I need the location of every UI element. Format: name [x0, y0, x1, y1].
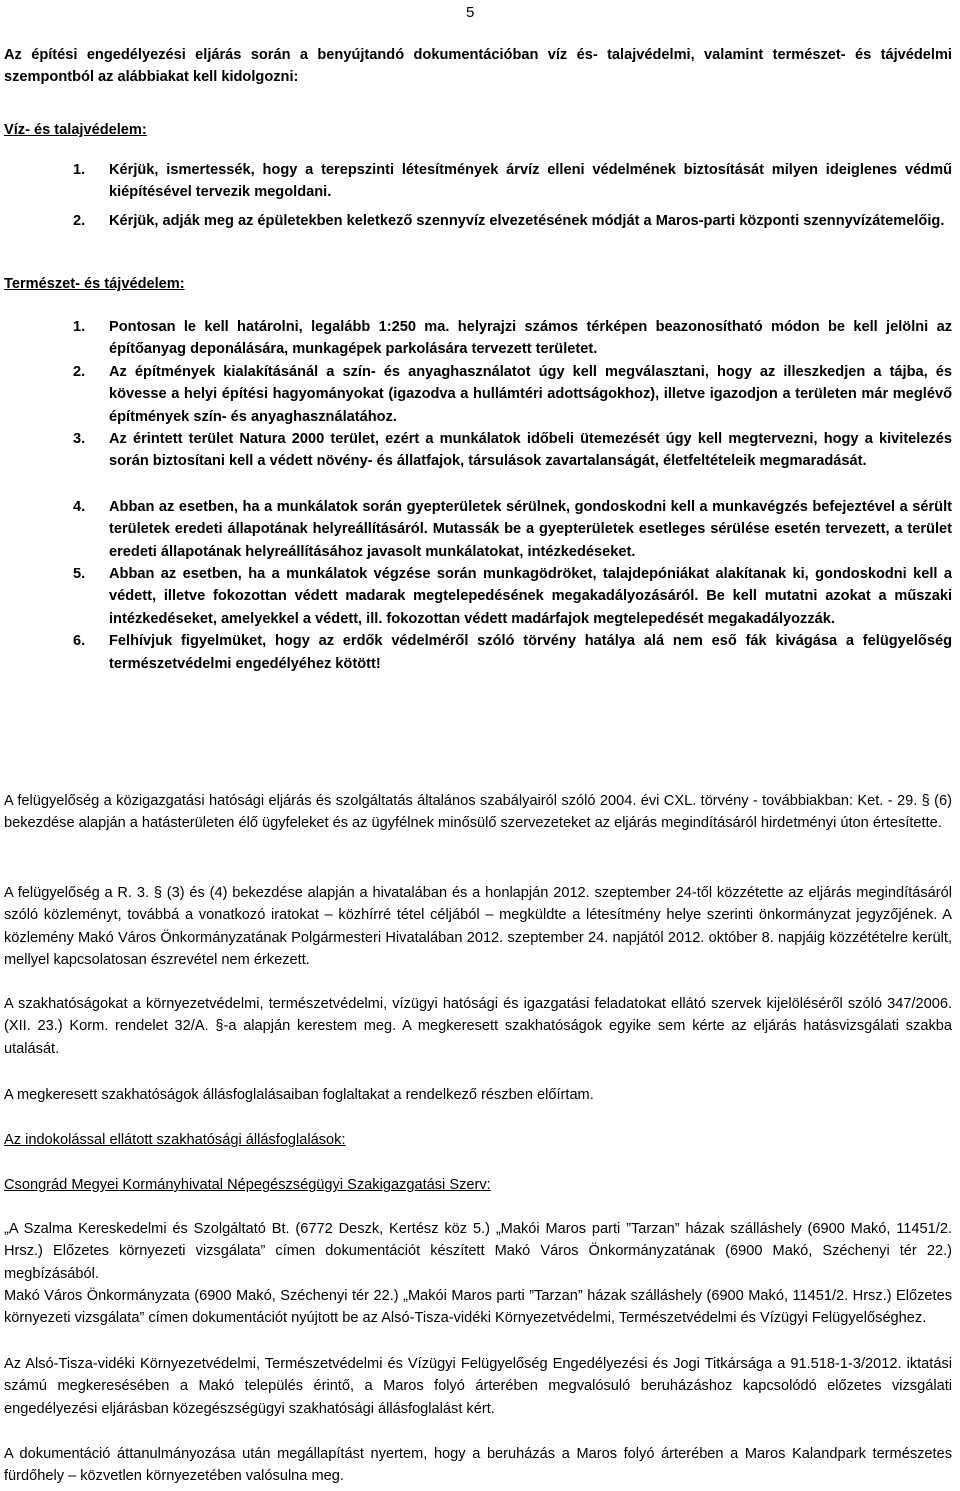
paragraph: Makó Város Önkormányzata (6900 Makó, Széchenyi tér 22.) „Makói Maros parti ”Tarzan” házak szálláshely (6900 Makó, 11451/2. Hrsz.) Előzetes környezeti vizsgálata” címen dokumentációt nyújtott be az Alsó-Tisza-vidéki Környezetvédelmi, Természetvédelmi és Vízügyi Felügyelőséghez.	[4, 1288, 952, 1327]
water-heading: Víz- és talajvédelem:	[4, 122, 147, 138]
water-list	[4, 159, 952, 232]
list-item: 3. Az érintett terület Natura 2000 terület, ezért a munkálatok időbeli ütemezését úgy kell megtervezni, hogy a kivitelezés során biztosítani kell a védett növény- és állatfajok, társulások zavartalanságát, életfeltételeik megmaradását.	[73, 431, 952, 470]
intro-paragraph: Az építési engedélyezési eljárás során a benyújtandó dokumentációban víz és- talajvédelmi, valamint természet- és tájvédelmi szempontból az alábbiakat kell kidolgozni:	[4, 47, 952, 86]
list-item: 2. Az építmények kialakításánál a szín- és anyaghasználatot úgy kell megválasztani, hogy az illeszkedjen a tájba, és kövesse a helyi építési hagyományokat (igazodva a hullámtéri adottságokhoz), illetve igazodjon a területen már meglévő építmények szín- és anyaghasználatához.	[73, 363, 952, 425]
list-item: 1. Pontosan le kell határolni, legalább 1:250 ma. helyrajzi számos térképen beazonosítható módon be kell jelölni az építőanyag deponálására, munkagépek parkolására tervezett területet.	[73, 319, 952, 358]
nature-list	[4, 316, 952, 675]
list-item: 1. Kérjük, ismertessék, hogy a terepszinti létesítmények árvíz elleni védelmének biztosítását milyen ideiglenes védmű kiépítésével tervezik megoldani.	[73, 162, 952, 201]
list-item: 2. Kérjük, adják meg az épületekben keletkező szennyvíz elvezetésének módját a Maros-parti központi szennyvízátemelőig.	[73, 212, 945, 229]
paragraph: A szakhatóságokat a környezetvédelmi, természetvédelmi, vízügyi hatósági és igazgatási feladatokat ellátó szervek kijelöléséről szóló 347/2006. (XII. 23.) Korm. rendelet 32/A. §-a alapján kerestem meg. A megkeresett szakhatóságok egyike sem kérte az eljárás hatásvizsgálati szakba utalását.	[4, 996, 952, 1057]
paragraph: „A Szalma Kereskedelmi és Szolgáltató Bt. (6772 Deszk, Kertész köz 5.) „Makói Maros parti ”Tarzan” házak szálláshely (6900 Makó, 11451/2. Hrsz.) Előzetes környezeti vizsgálata” címen dokumentációt készített Makó Város Önkormányzatának (6900 Makó, Széchenyi tér 22.) megbízásából.	[4, 1221, 952, 1282]
page-number: 5	[466, 4, 475, 21]
paragraph: Az Alsó-Tisza-vidéki Környezetvédelmi, Természetvédelmi és Vízügyi Felügyelőség Engedélyezési és Jogi Titkársága a 91.518-1-3/2012. iktatási számú megkeresésében a Makó település érintő, a Maros folyó árterében megvalósuló beruházáshoz kapcsolódó előzetes vizsgálati engedélyezési eljárásban közegészségügyi szakhatósági állásfoglalást kért.	[4, 1356, 952, 1417]
section-heading: Csongrád Megyei Kormányhivatal Népegészségügyi Szakigazgatási Szerv:	[4, 1177, 491, 1193]
section-heading: Az indokolással ellátott szakhatósági állásfoglalások:	[4, 1132, 346, 1148]
list-item: 4. Abban az esetben, ha a munkálatok során gyepterületek sérülnek, gondoskodni kell a munkavégzés befejeztével a sérült területek eredeti állapotának helyreállításáról. Mutassák be a gyepterületek esetleges sérülése esetén tervezett, a terület eredeti állapotának helyreállításához javasolt munkálatokat, intézkedéseket.	[73, 498, 952, 560]
list-item: 6. Felhívjuk figyelmüket, hogy az erdők védelméről szóló törvény hatálya alá nem eső fák kivágása a felügyelőség természetvédelmi engedélyéhez kötött!	[73, 633, 952, 672]
paragraph: A dokumentáció áttanulmányozása után megállapítást nyertem, hogy a beruházás a Maros folyó árterében a Maros Kalandpark természetes fürdőhely – közvetlen környezetében valósulna meg.	[4, 1446, 952, 1485]
nature-heading: Természet- és tájvédelem:	[4, 276, 185, 292]
paragraph: A felügyelőség a közigazgatási hatósági eljárás és szolgáltatás általános szabályairól szóló 2004. évi CXL. törvény - továbbiakban: Ket. - 29. § (6) bekezdése alapján a hatásterületen élő ügyfeleket és az ügyfélnek minősülő szervezeteket az eljárás megindításáról hirdetményi úton értesítette.	[4, 793, 952, 832]
paragraph: A felügyelőség a R. 3. § (3) és (4) bekezdése alapján a hivatalában és a honlapján 2012. szeptember 24-től közzétette az eljárás megindításáról szóló közleményt, továbbá a vonatkozó iratokat – közhírré tétel céljából – megküldte a létesítmény helye szerinti önkormányzat jegyzőjének. A közlemény Makó Város Önkormányzatának Polgármesteri Hivatalában 2012. szeptember 24. napjától 2012. október 8. napjáig közzétételre került, mellyel kapcsolatosan észrevétel nem érkezett.	[4, 885, 952, 969]
paragraph: A megkeresett szakhatóságok állásfoglalásaiban foglaltakat a rendelkező részben előírtam.	[4, 1087, 594, 1103]
list-item: 5. Abban az esetben, ha a munkálatok végzése során munkagödröket, talajdepóniákat alakítanak ki, gondoskodni kell a védett, illetve fokozottan védett madarak megtelepedésének megakadályozásáról. Be kell mutatni azokat a műszaki intézkedéseket, amelyekkel a védett, ill. fokozottan védett madárfajok megtelepedését megakadályozzák.	[73, 566, 952, 627]
